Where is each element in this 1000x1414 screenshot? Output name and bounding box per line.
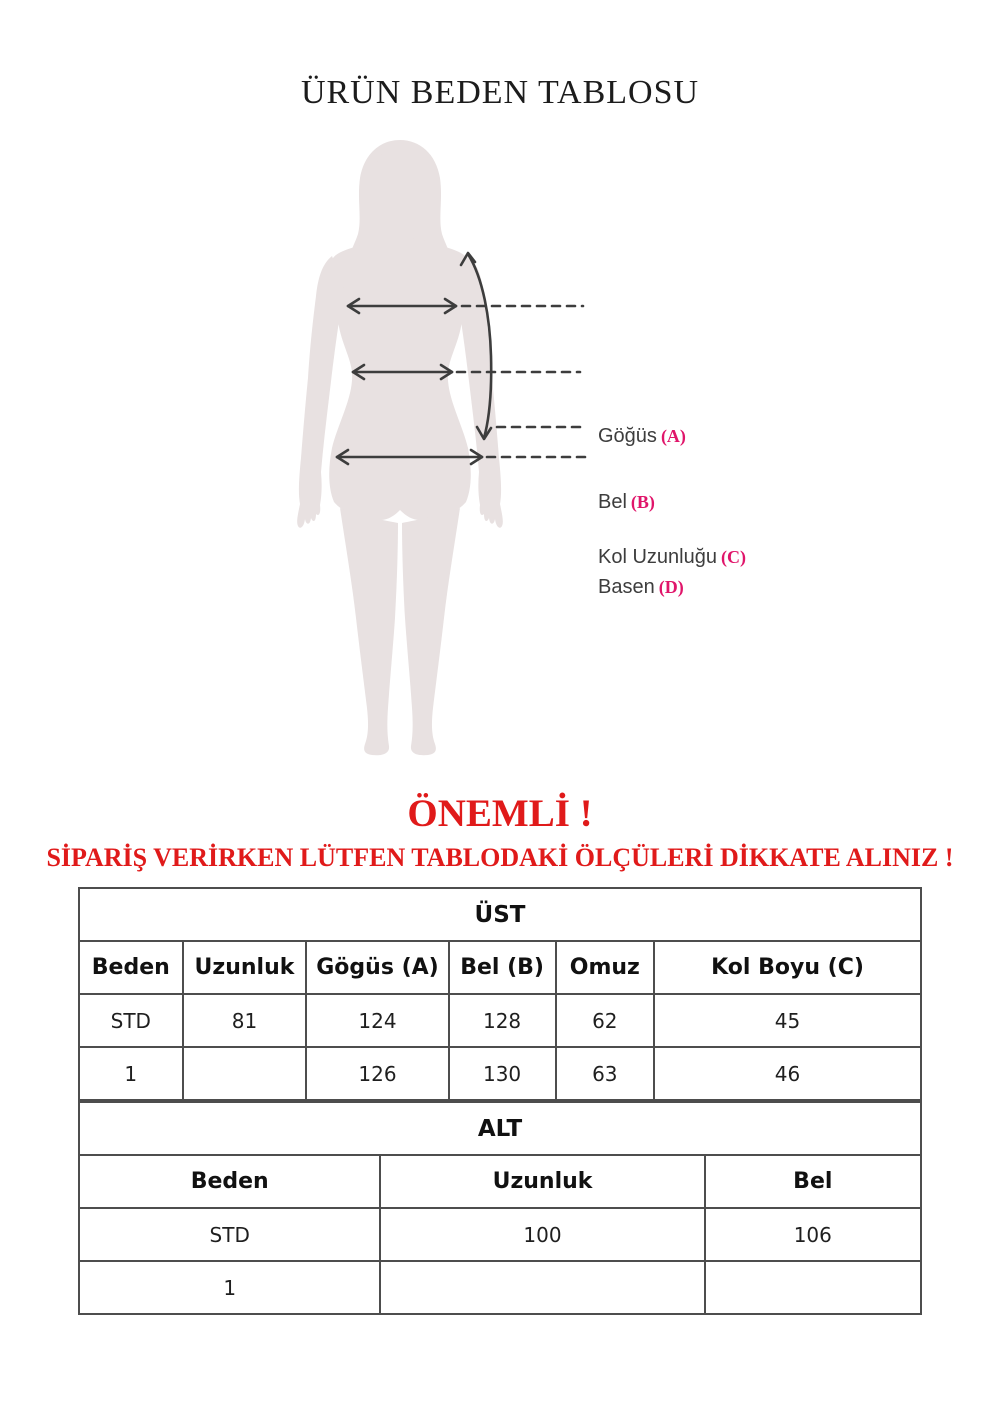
measure-label-waist bbox=[598, 490, 655, 514]
measure-letter: (C) bbox=[720, 547, 746, 567]
column-header: Uzunluk bbox=[380, 1155, 704, 1208]
column-header: Beden bbox=[79, 941, 183, 994]
measure-label-text: Bel bbox=[598, 491, 627, 513]
table-row bbox=[79, 1102, 921, 1155]
size-tables bbox=[78, 887, 922, 1315]
measure-letter: (A) bbox=[660, 426, 686, 446]
table-cell: 46 bbox=[654, 1047, 921, 1100]
table-row bbox=[79, 1261, 921, 1314]
table-cell: 1 bbox=[79, 1047, 183, 1100]
measure-letter: (B) bbox=[630, 492, 655, 512]
table-section-title: ÜST bbox=[79, 888, 921, 941]
column-header: Beden bbox=[79, 1155, 380, 1208]
measure-label-arm-length bbox=[598, 545, 746, 569]
table-cell: 63 bbox=[556, 1047, 655, 1100]
female-silhouette-icon bbox=[297, 140, 503, 755]
table-row bbox=[79, 1155, 921, 1208]
measure-label-text: Basen bbox=[598, 576, 655, 598]
table-row bbox=[79, 888, 921, 941]
page-title: ÜRÜN BEDEN TABLOSU bbox=[300, 74, 700, 111]
table-cell: 81 bbox=[183, 994, 307, 1047]
table-cell: 1 bbox=[79, 1261, 380, 1314]
measure-letter: (D) bbox=[658, 577, 684, 597]
column-header: Uzunluk bbox=[183, 941, 307, 994]
table-row bbox=[79, 1208, 921, 1261]
table-cell: STD bbox=[79, 994, 183, 1047]
important-heading: ÖNEMLİ ! bbox=[407, 792, 593, 835]
table-row bbox=[79, 941, 921, 994]
table-cell: 106 bbox=[705, 1208, 921, 1261]
table-row bbox=[79, 994, 921, 1047]
column-header: Omuz bbox=[556, 941, 655, 994]
size-table-ust bbox=[78, 887, 922, 1101]
table-cell bbox=[183, 1047, 307, 1100]
column-header: Kol Boyu (C) bbox=[654, 941, 921, 994]
size-table-alt bbox=[78, 1101, 922, 1315]
column-header: Bel bbox=[705, 1155, 921, 1208]
table-cell: 126 bbox=[306, 1047, 448, 1100]
measure-label-chest bbox=[598, 424, 686, 448]
table-cell: 130 bbox=[449, 1047, 556, 1100]
table-section-title: ALT bbox=[79, 1102, 921, 1155]
table-cell bbox=[705, 1261, 921, 1314]
body-measurement-diagram bbox=[0, 130, 1000, 780]
measure-label-hip bbox=[598, 575, 684, 599]
table-cell bbox=[380, 1261, 704, 1314]
table-cell: STD bbox=[79, 1208, 380, 1261]
warning-text: SİPARİŞ VERİRKEN LÜTFEN TABLODAKİ ÖLÇÜLERİ DİKKATE ALINIZ ! bbox=[46, 843, 954, 872]
measure-label-text: Göğüs bbox=[598, 425, 657, 447]
column-header: Bel (B) bbox=[449, 941, 556, 994]
table-cell: 100 bbox=[380, 1208, 704, 1261]
table-cell: 124 bbox=[306, 994, 448, 1047]
table-cell: 128 bbox=[449, 994, 556, 1047]
table-cell: 45 bbox=[654, 994, 921, 1047]
table-row bbox=[79, 1047, 921, 1100]
table-cell: 62 bbox=[556, 994, 655, 1047]
measure-label-text: Kol Uzunluğu bbox=[598, 546, 717, 568]
body-silhouette-and-arrows-graphic bbox=[0, 130, 1000, 780]
column-header: Gögüs (A) bbox=[306, 941, 448, 994]
